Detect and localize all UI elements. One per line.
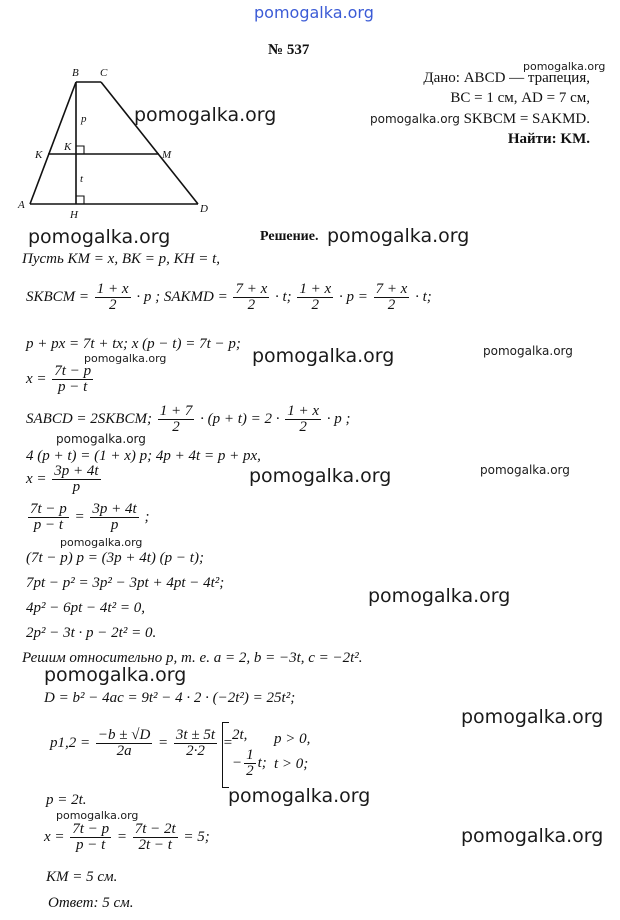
solution-heading: Решение. <box>260 229 319 244</box>
fraction-num: 7t − p <box>72 821 110 837</box>
watermark-small[interactable]: pomogalka.org <box>84 352 167 365</box>
given-line-3: SKBCM = SAKMD. <box>463 110 590 127</box>
fraction-equation: $\frac{7t - p}{p - t}$ = $\frac{3p + 4t}{p}$ ; <box>30 501 150 533</box>
label-d: D <box>200 203 208 215</box>
case-1-cond: p > 0, <box>274 731 311 747</box>
fraction-den: 2 <box>172 419 180 435</box>
given-line-2: BC = 1 см, AD = 7 см, <box>450 90 590 107</box>
formula-lhs: x = <box>44 828 65 845</box>
label-c: C <box>100 67 108 79</box>
solution-line: Решим относительно p, т. е. a = 2, b = −3t, c = −2t². <box>22 650 363 666</box>
label-b: B <box>72 67 79 79</box>
fraction-num: 1 <box>246 747 254 763</box>
solution-line: (7t − p) p = (3p + 4t) (p − t); <box>26 550 204 566</box>
label-m: M <box>162 149 172 161</box>
watermark[interactable]: pomogalka.org <box>228 785 371 807</box>
watermark-small[interactable]: pomogalka.org <box>60 536 143 549</box>
fraction-num: 3t ± 5t <box>175 727 215 743</box>
watermark-small[interactable]: pomogalka.org <box>370 112 460 126</box>
sabcd-formula <box>26 404 351 435</box>
fraction-den: 2 <box>108 297 117 313</box>
s-kbcm: SKBCM = <box>26 288 90 305</box>
roots-formula: p1,2 = $\frac{-b \pm √D}{2a}$ = $\frac{3t \pm 5t}{2\cdot 2}$ = <box>50 727 233 759</box>
watermark[interactable]: pomogalka.org <box>134 104 277 126</box>
problem-number: № 537 <box>268 42 310 58</box>
given-block <box>380 68 590 149</box>
solution-line: 7pt − p² = 3p² − 3pt + 4pt − 4t²; <box>26 575 225 591</box>
trapezoid-figure <box>10 62 225 227</box>
watermark[interactable]: pomogalka.org <box>249 465 392 487</box>
watermark[interactable]: pomogalka.org <box>252 345 395 367</box>
right-angle-h <box>76 196 84 204</box>
fraction-num: 7 + x <box>235 281 268 297</box>
formula-tail: t; <box>257 754 267 771</box>
label-a: A <box>18 199 25 211</box>
fraction-num: −b ± √D <box>97 727 151 743</box>
solution-line: D = b² − 4ac = 9t² − 4 · 2 · (−2t²) = 25t²; <box>44 690 296 706</box>
formula-lhs: x = <box>26 470 47 487</box>
label-t: t <box>80 173 84 185</box>
fraction-num: 1 + x <box>287 403 320 419</box>
watermark-small[interactable]: pomogalka.org <box>523 60 606 73</box>
answer-line: Ответ: 5 см. <box>48 895 134 911</box>
watermark-small[interactable]: pomogalka.org <box>56 809 139 822</box>
watermark-top[interactable]: pomogalka.org <box>254 3 374 22</box>
formula-lhs: x = <box>26 370 47 387</box>
area-formulas <box>26 282 432 313</box>
x-formula-2 <box>26 464 103 495</box>
solution-line: Пусть KM = x, BK = p, KH = t, <box>22 251 221 267</box>
watermark[interactable]: pomogalka.org <box>368 585 511 607</box>
watermark[interactable]: pomogalka.org <box>44 664 187 686</box>
fraction-den: p − t <box>76 837 106 853</box>
solution-line: p + px = 7t + tx; x (p − t) = 7t − p; <box>26 336 241 352</box>
right-angle-k <box>76 146 84 154</box>
formula-tail: · p = <box>338 288 368 305</box>
fraction-den: p − t <box>33 517 64 533</box>
given-line-1: Дано: ABCD — трапеция, <box>423 70 590 86</box>
formula-lhs: SABCD = 2SKBCM; <box>26 410 152 427</box>
case-bracket <box>222 722 229 788</box>
fraction-den: p − t <box>58 379 88 395</box>
case-2: − $\frac{1}{2}$ t; <box>232 747 267 779</box>
watermark[interactable]: pomogalka.org <box>461 706 604 728</box>
given-line-4: Найти: KM. <box>507 130 590 147</box>
label-h: H <box>70 209 78 221</box>
fraction-den: 2 <box>247 297 256 313</box>
fraction-den: 2a <box>116 743 132 759</box>
formula-tail: · p ; <box>136 288 161 305</box>
fraction-num: 7 + x <box>375 281 408 297</box>
solution-line: p = 2t. <box>46 792 87 808</box>
watermark-small[interactable]: pomogalka.org <box>56 432 146 446</box>
watermark[interactable]: pomogalka.org <box>327 225 470 247</box>
formula-lhs: p1,2 = <box>50 734 91 751</box>
fraction-num: 3p + 4t <box>54 463 99 479</box>
label-k-left: K <box>35 149 43 161</box>
fraction-num: 7t − p <box>54 363 92 379</box>
fraction-den: 2 <box>311 297 320 313</box>
fraction-den: 2 <box>299 419 307 435</box>
fraction-num: 3p + 4t <box>92 501 137 517</box>
fraction-num: 1 + x <box>96 281 129 297</box>
fraction-num: 1 + x <box>299 281 332 297</box>
case-2-cond: t > 0; <box>274 756 309 772</box>
label-k-mid: K <box>64 141 72 153</box>
fraction-den: 2 <box>246 763 254 779</box>
label-p: p <box>81 113 87 125</box>
x-formula-1 <box>26 364 95 395</box>
watermark-small[interactable]: pomogalka.org <box>480 463 570 477</box>
formula-tail: · p ; <box>326 410 351 427</box>
fraction-num: 7t − 2t <box>134 821 176 837</box>
watermark[interactable]: pomogalka.org <box>461 825 604 847</box>
solution-line: 4p² − 6pt − 4t² = 0, <box>26 600 145 616</box>
final-x-formula: x = $\frac{7t - p}{p - t}$ = $\frac{7t - 2t}{2t - t}$ = 5; <box>44 821 210 853</box>
formula-tail: · t; <box>274 288 292 305</box>
side-cd <box>101 82 198 204</box>
fraction-num: 7t − p <box>30 501 67 517</box>
case-1: 2t, <box>232 727 248 743</box>
watermark-small[interactable]: pomogalka.org <box>483 344 573 358</box>
fraction-den: p <box>72 479 81 495</box>
fraction-den: 2 <box>387 297 396 313</box>
watermark[interactable]: pomogalka.org <box>28 226 171 248</box>
formula-tail: = 5; <box>183 828 210 845</box>
formula-tail: · t; <box>415 288 432 305</box>
s-akmd: SAKMD = <box>163 288 228 305</box>
solution-line: 2p² − 3t · p − 2t² = 0. <box>26 625 157 641</box>
fraction-den: p <box>110 517 119 533</box>
formula-mid: · (p + t) = 2 · <box>200 410 280 427</box>
fraction-num: 1 + 7 <box>159 403 193 419</box>
result-line: KM = 5 см. <box>46 869 118 885</box>
fraction-den: 2·2 <box>186 743 205 759</box>
fraction-den: 2t − t <box>138 837 172 853</box>
solution-line: 4 (p + t) = (1 + x) p; 4p + 4t = p + px, <box>26 448 261 464</box>
